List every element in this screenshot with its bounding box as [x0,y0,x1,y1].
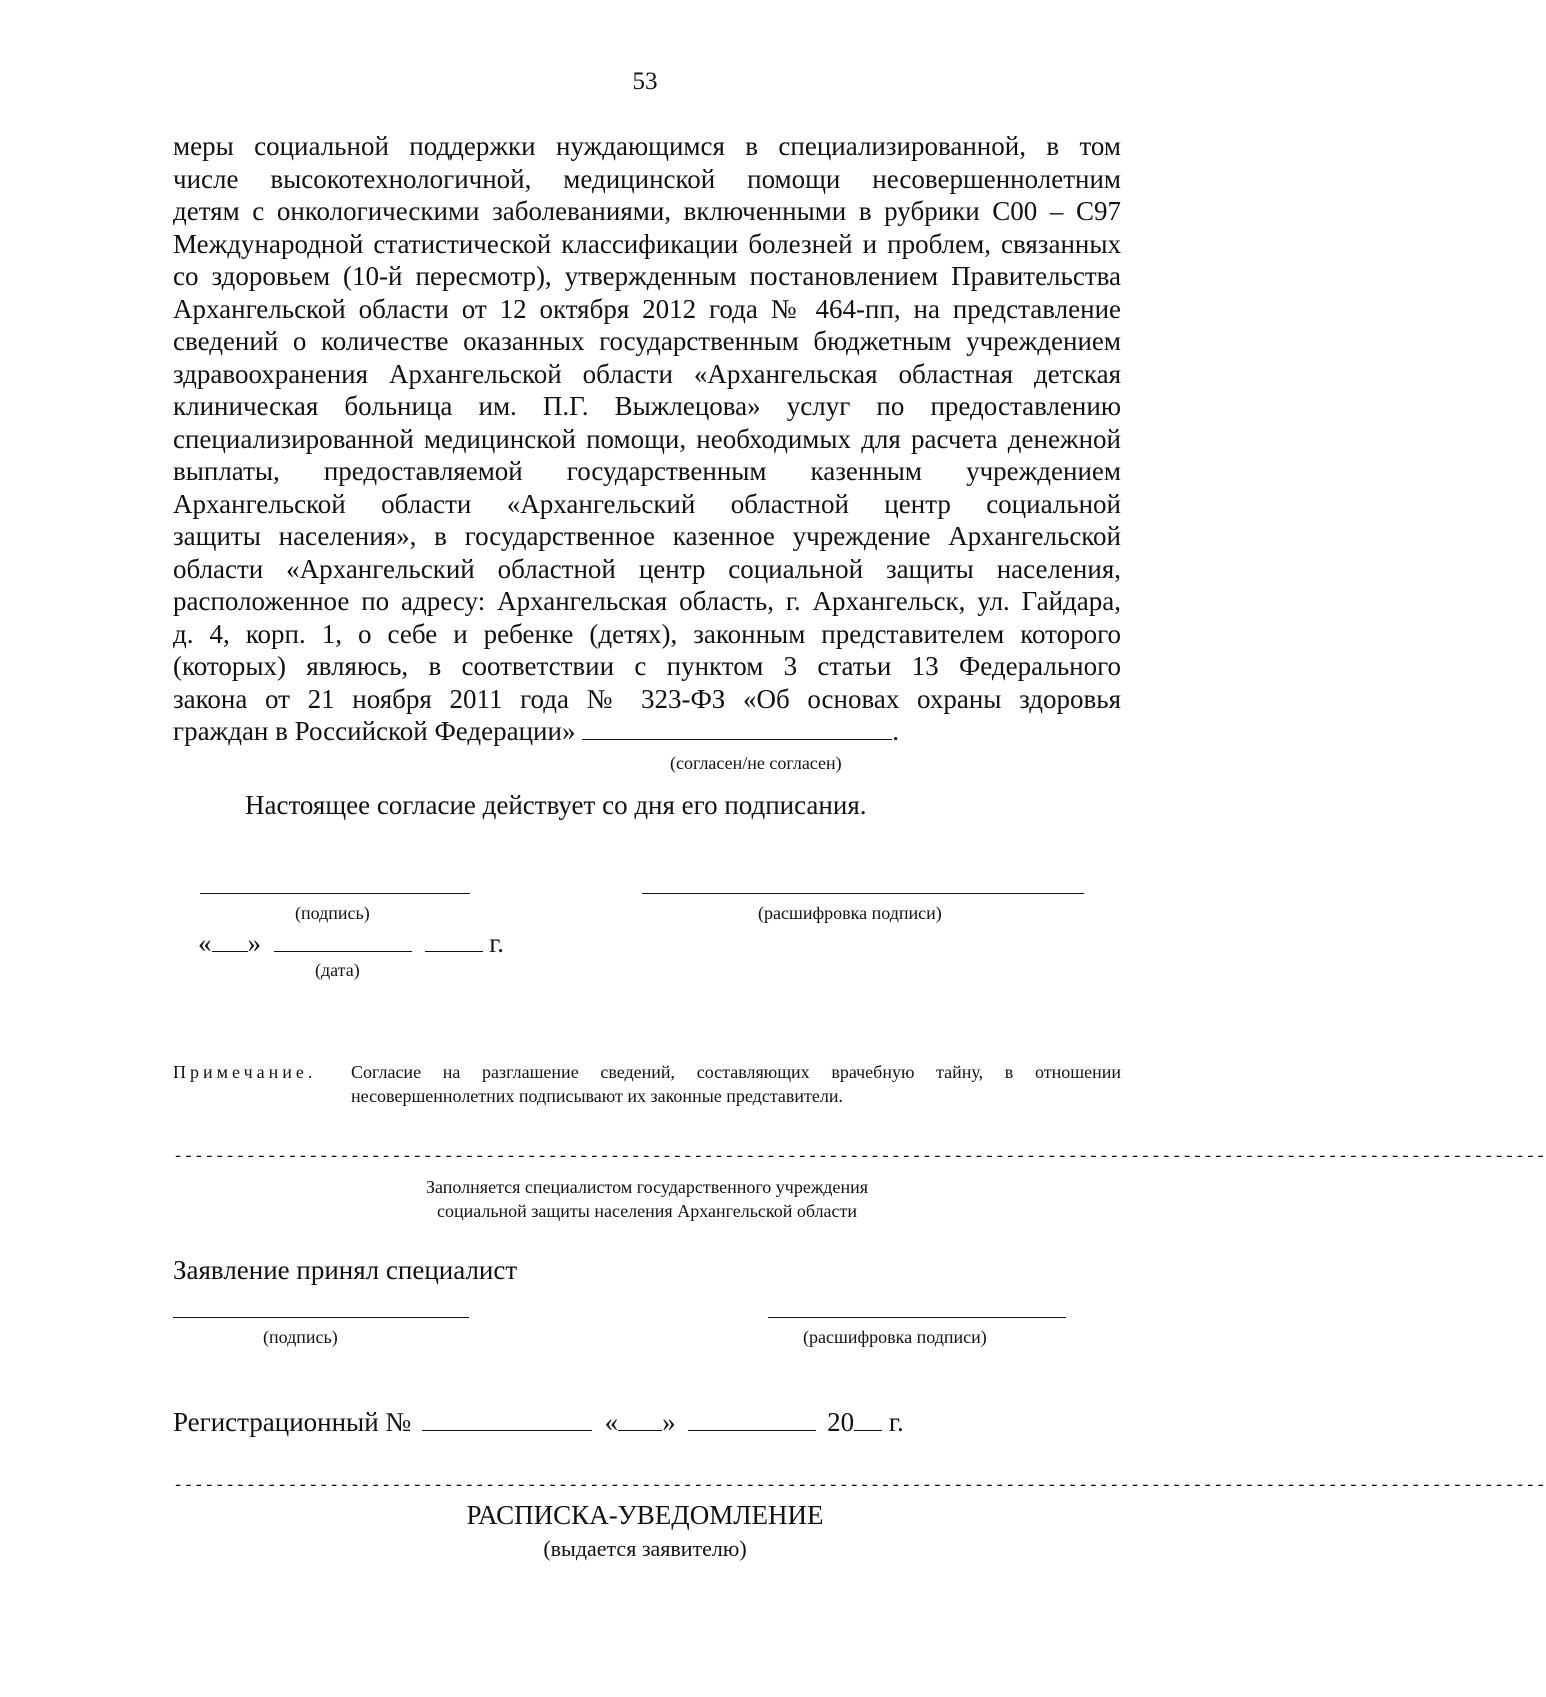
note-line: Согласие на разглашение сведений, составляющих врачебную тайну, в отношении [351,1062,1121,1082]
specialist-signature-decode-label: (расшифровка подписи) [803,1327,987,1347]
paragraph-line: меры социальной поддержки нуждающимся в специализированной, в том [173,131,1121,161]
registration-day-field[interactable] [618,1408,662,1431]
specialist-fill-line: Заполняется специалистом государственного учреждения [426,1177,868,1197]
registration-month-field[interactable] [688,1408,816,1431]
paragraph-line: выплаты, предоставляемой государственным казенным учреждением [173,456,1121,486]
consent-period: . [892,716,899,746]
registration-close-quote: » [662,1407,676,1437]
paragraph-line: расположенное по адресу: Архангельская область, г. Архангельск, ул. Гайдара, [173,586,1121,616]
dashed-separator: ------------------------------------------------------------------------------------------------------------------------------------ [173,1148,1546,1167]
consent-paragraph [173,130,1121,748]
signature-label: (подпись) [295,903,370,923]
paragraph-line: со здоровьем (10-й пересмотр), утвержденным постановлением Правительства [173,261,1121,291]
registration-number-field[interactable] [422,1408,592,1431]
page-number: 53 [632,68,658,95]
registration-year-prefix: 20 [827,1407,855,1437]
note-text [351,1060,1121,1108]
note-label: Примечание. [173,1062,317,1082]
paragraph-line: сведений о количестве оказанных государственным бюджетным учреждением [173,326,1121,356]
date-year-suffix: г. [489,928,505,958]
specialist-fill-note [173,1175,1121,1223]
date-year-field[interactable] [425,929,483,952]
paragraph-line: специализированной медицинской помощи, необходимых для расчета денежной [173,423,1121,454]
paragraph-line: здравоохранения Архангельской области «Архангельская областная детская [173,358,1121,389]
specialist-fill-line: социальной защиты населения Архангельской области [436,1201,858,1221]
registration-row [173,1407,904,1438]
signature-line[interactable] [200,893,470,894]
paragraph-line: Архангельской области от 12 октября 2012 года № 464-пп, на представление [173,293,1121,324]
specialist-signature-decode-line[interactable] [768,1317,1066,1318]
paragraph-line: (которых) являюсь, в соответствии с пунктом 3 статьи 13 Федерального [173,651,1121,681]
paragraph-line: Международной статистической классификации болезней и проблем, связанных [173,228,1121,259]
date-label: (дата) [315,960,360,980]
date-row [198,928,504,959]
registration-open-quote: « [604,1407,619,1437]
dashed-separator: ------------------------------------------------------------------------------------------------------------------------------------ [173,1477,1546,1496]
accepted-by-text: Заявление принял специалист [173,1255,518,1285]
consent-hint: (согласен/не согласен) [670,753,842,773]
receipt-title: РАСПИСКА-УВЕДОМЛЕНИЕ [466,1500,824,1530]
paragraph-line: клиническая больница им. П.Г. Выжлецова» услуг по предоставлению [173,391,1121,421]
registration-label: Регистрационный № [173,1407,412,1437]
paragraph-last-line [173,715,1121,748]
signature-decode-label: (расшифровка подписи) [758,903,942,923]
date-open-quote: « [198,928,212,958]
last-line-text: граждан в Российской Федерации» [173,716,576,746]
specialist-signature-line[interactable] [173,1317,469,1318]
note-line: несовершеннолетних подписывают их законные представители. [351,1086,843,1106]
paragraph-line: области «Архангельский областной центр социальной защиты населения, [173,553,1121,584]
consent-answer-field[interactable] [582,717,892,740]
registration-year-field[interactable] [854,1408,882,1431]
date-month-field[interactable] [274,929,412,952]
paragraph-line: детям с онкологическими заболеваниями, включенными в рубрики С00 – С97 [173,196,1121,226]
receipt-subtitle: (выдается заявителю) [543,1536,747,1561]
date-close-quote: » [247,928,261,958]
paragraph-line: д. 4, корп. 1, о себе и ребенке (детях), законным представителем которого [173,618,1121,649]
date-day-field[interactable] [212,929,248,952]
specialist-signature-label: (подпись) [263,1327,338,1347]
signature-decode-line[interactable] [642,893,1084,894]
paragraph-line: числе высокотехнологичной, медицинской помощи несовершеннолетним [173,163,1121,194]
paragraph-line: защиты населения», в государственное казенное учреждение Архангельской [173,521,1121,551]
paragraph-line: Архангельской области «Архангельский областной центр социальной [173,488,1121,519]
registration-year-suffix: г. [888,1407,904,1437]
validity-text: Настоящее согласие действует со дня его подписания. [245,790,867,820]
paragraph-line: закона от 21 ноября 2011 года № 323-ФЗ «Об основах охраны здоровья [173,683,1121,714]
